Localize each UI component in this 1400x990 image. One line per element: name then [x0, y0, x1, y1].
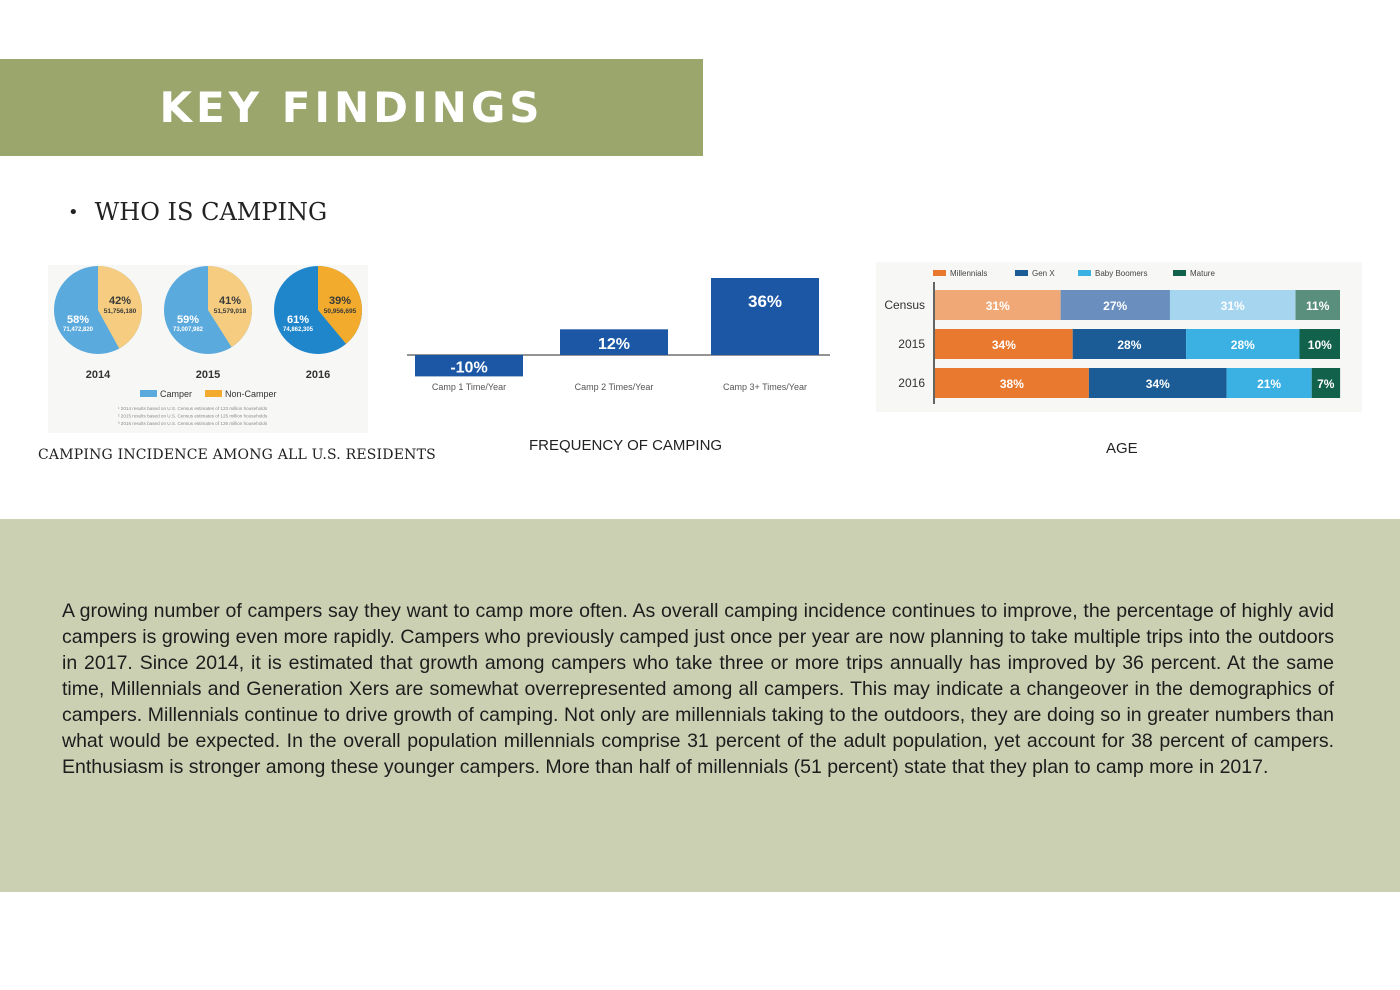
age-row-label: Census	[884, 298, 925, 312]
age-chart	[876, 262, 1362, 412]
age-bar-label: 28%	[1230, 338, 1255, 352]
title-banner	[0, 59, 703, 156]
camping-incidence-chart	[48, 265, 368, 433]
noncamper-percent-label: 41%	[218, 295, 242, 307]
freq-bar-label: -10%	[450, 359, 488, 377]
legend-swatch-noncamper	[205, 390, 222, 397]
section-heading	[68, 198, 327, 226]
age-legend-swatch	[933, 270, 946, 276]
age-legend-label: Gen X	[1032, 269, 1055, 278]
freq-bar-label: 12%	[597, 336, 631, 354]
camper-count-label: 74,862,305	[282, 327, 314, 333]
age-legend-label: Mature	[1190, 269, 1215, 278]
frequency-chart-svg	[403, 272, 835, 402]
legend-swatch-camper	[140, 390, 157, 397]
noncamper-count-label: 51,756,180	[103, 308, 137, 315]
pie-chart-caption: CAMPING INCIDENCE AMONG ALL U.S. RESIDENTS	[38, 447, 436, 463]
age-chart-svg	[876, 262, 1362, 412]
section-title: WHO IS CAMPING	[94, 198, 328, 226]
camper-count-label: 73,007,982	[172, 327, 204, 333]
age-legend-swatch	[1173, 270, 1186, 276]
legend-label-noncamper: Non-Camper	[225, 389, 277, 399]
summary-paragraph: A growing number of campers say they want to camp more often. As overall camping incidence continues to improve, the percentage of highly avid campers is growing even more rapidly. Campers who previously camped just once per year are now planning to take multiple trips into the outdoors in 2017. Since 2014, it is estimated that growth among campers who take three or more trips annually has improved by 36 percent. At the same time, Millennials and Generation Xers are somewhat overrepresented among all campers. This may indicate a changeover in the demographics of campers. Millennials continue to drive growth of camping. Not only are millennials taking to the outdoors, they are doing so in greater numbers than what would be expected. In the overall population millennials comprise 31 percent of the adult population, yet account for 38 percent of campers. Enthusiasm is stronger among these younger campers. More than half of millennials (51 percent) state that they plan to camp more in 2017.	[62, 600, 1334, 778]
freq-category-label: Camp 3+ Times/Year	[723, 382, 807, 392]
bullet-icon: •	[68, 201, 79, 223]
age-legend-label: Baby Boomers	[1095, 269, 1148, 278]
frequency-chart	[403, 272, 835, 402]
freq-bar	[711, 278, 819, 355]
age-legend-swatch	[1078, 270, 1091, 276]
age-legend-label: Millennials	[950, 269, 988, 278]
age-bar-label: 11%	[1306, 299, 1330, 313]
age-bar-label: 7%	[1317, 377, 1335, 391]
frequency-chart-caption: FREQUENCY OF CAMPING	[529, 437, 723, 454]
age-chart-caption: AGE	[1106, 440, 1138, 457]
freq-category-label: Camp 2 Times/Year	[574, 382, 654, 392]
age-bar-label: 10%	[1307, 338, 1332, 352]
age-bar-label: 38%	[999, 377, 1024, 391]
age-bar-label: 34%	[991, 338, 1016, 352]
age-row-label: 2015	[898, 337, 925, 351]
pie-chart-svg	[48, 265, 368, 433]
pie-year-label: 2015	[195, 369, 221, 381]
noncamper-percent-label: 39%	[328, 295, 352, 307]
freq-category-label: Camp 1 Time/Year	[431, 382, 507, 392]
age-bar-label: 31%	[985, 299, 1010, 313]
camper-count-label: 71,472,820	[62, 327, 94, 333]
footnote: ³ 2016 results based on U.S. Census estimates of 126 million households	[118, 421, 268, 426]
summary-panel	[0, 519, 1400, 892]
legend-label-camper: Camper	[160, 389, 193, 399]
page-title: KEY FINDINGS	[159, 83, 544, 132]
noncamper-count-label: 50,956,695	[323, 308, 357, 315]
camper-percent-label: 59%	[176, 314, 200, 326]
noncamper-count-label: 51,579,018	[213, 308, 247, 315]
age-legend-swatch	[1015, 270, 1028, 276]
age-bar-label: 21%	[1257, 377, 1282, 391]
footnote: ¹ 2014 results based on U.S. Census estimates of 123 million households	[118, 406, 268, 411]
pie-year-label: 2016	[305, 369, 331, 381]
pie-year-label: 2014	[85, 369, 111, 381]
age-bar-label: 27%	[1103, 299, 1128, 313]
freq-bar-label: 36%	[747, 292, 783, 311]
camper-percent-label: 58%	[66, 314, 90, 326]
age-row-label: 2016	[898, 376, 925, 390]
noncamper-percent-label: 42%	[108, 295, 132, 307]
footnote: ² 2015 results based on U.S. Census estimates of 125 million households	[118, 413, 268, 419]
age-bar-label: 28%	[1117, 338, 1142, 352]
camper-percent-label: 61%	[286, 314, 310, 326]
age-bar-label: 34%	[1145, 377, 1170, 391]
age-bar-label: 31%	[1220, 299, 1245, 313]
